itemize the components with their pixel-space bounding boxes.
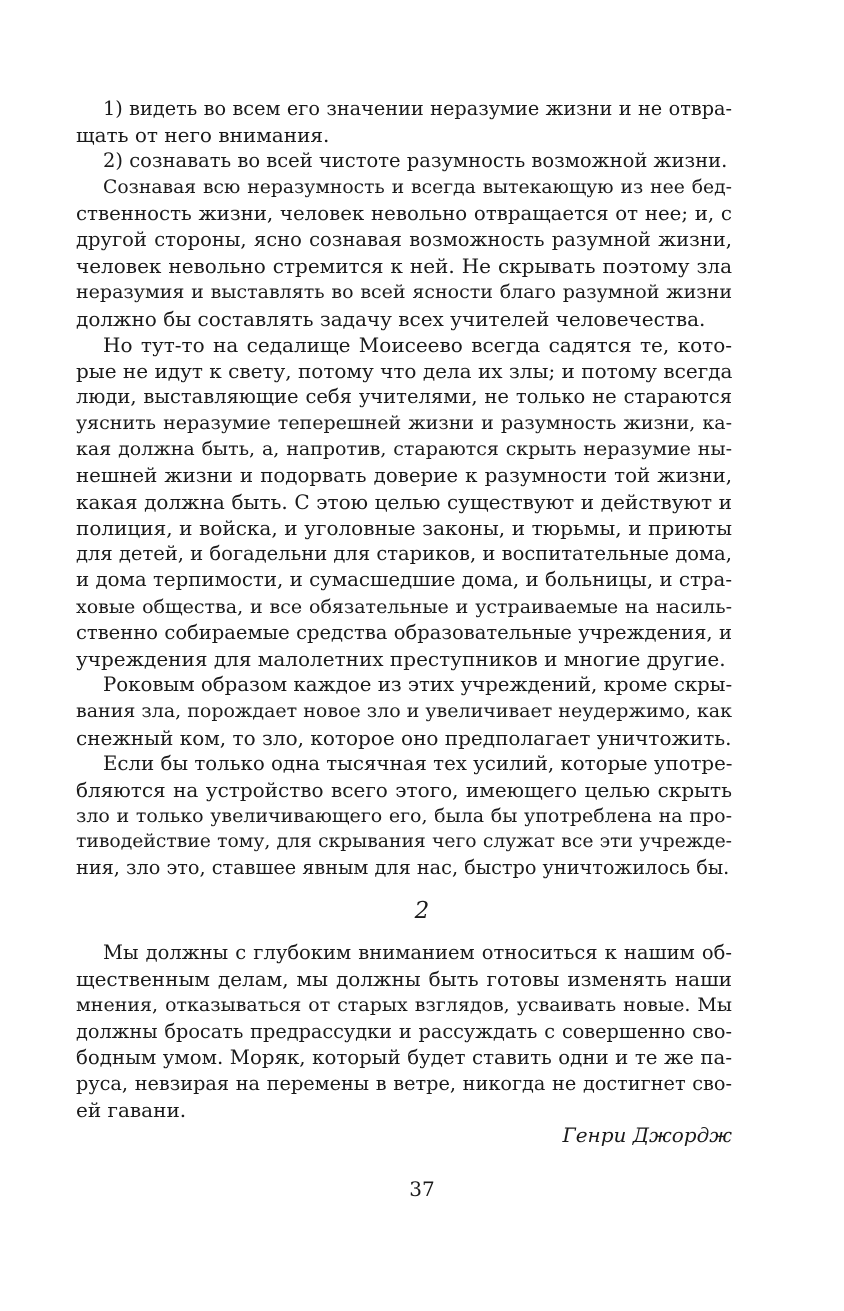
- text-line: нешней жизни и подорвать доверие к разумности той жизни,: [76, 463, 732, 487]
- text-line: должны бросать предрассудки и рассуждать с совершенно сво-: [76, 1019, 732, 1043]
- main-text: [76, 96, 732, 882]
- text-line: ственность жизни, человек невольно отвращается от нее; и, с: [76, 201, 732, 225]
- paragraph: [76, 175, 732, 332]
- text-line: ственно собираемые средства образовательные учреждения, и: [76, 620, 732, 644]
- paragraph: [76, 148, 732, 174]
- text-line: зло и только увеличивающего его, была бы употреблена на про-: [76, 805, 732, 828]
- text-line: учреждения для малолетних преступников и многие другие.: [76, 646, 726, 671]
- text-line: ховые общества, и все обязательные и устраиваемые на насиль-: [76, 595, 732, 618]
- text-line: люди, выставляющие себя учителями, не только не стараются: [76, 385, 732, 409]
- quote-paragraph: [76, 940, 732, 1123]
- text-line: снежный ком, то зло, которое оно предполагает уничтожить.: [76, 725, 732, 750]
- text-line: ей гавани.: [76, 1098, 187, 1123]
- paragraph: [76, 751, 732, 882]
- text-line: руса, невзирая на перемены в ветре, никогда не достигнет сво-: [76, 1071, 732, 1095]
- text-line: кая должна быть, а, напротив, стараются скрыть неразумие ны-: [76, 438, 732, 461]
- text-line: Сознавая всю неразумность и всегда вытекающую из нее бед-: [103, 176, 732, 198]
- text-line: неразумия и выставлять во всей ясности благо разумной жизни: [76, 281, 732, 304]
- text-line: должно бы составлять задачу всех учителей человечества.: [76, 306, 706, 331]
- text-line: уяснить неразумие теперешней жизни и разумность жизни, ка-: [76, 412, 732, 435]
- text-line: человек невольно стремится к ней. Не скрывать поэтому зла: [76, 254, 732, 279]
- text-line: Роковым образом каждое из этих учреждений, кроме скры-: [103, 673, 733, 697]
- quote-author: Генри Джордж: [562, 1123, 732, 1147]
- text-line: рые не идут к свету, потому что дела их злы; и потому всегда: [76, 358, 733, 383]
- text-line: 2) сознавать во всей чистоте разумность возможной жизни.: [103, 149, 728, 173]
- text-line: тиводействие тому, для скрывания чего служат все эти учрежде-: [76, 831, 732, 853]
- text-line: Но тут-то на седалище Моисеево всегда садятся те, кото-: [103, 332, 732, 357]
- text-line: 1) видеть во всем его значении неразумие жизни и не отвра-: [103, 97, 732, 120]
- text-line: другой стороны, ясно сознавая возможность разумной жизни,: [76, 227, 732, 251]
- paragraph: [76, 672, 732, 751]
- text-line: Мы должны с глубоким вниманием относиться к нашим об-: [103, 941, 732, 964]
- text-line: бодным умом. Моряк, который будет ставить одни и те же па-: [76, 1045, 732, 1069]
- text-line: мнения, отказываться от старых взглядов, усваивать новые. Мы: [76, 994, 732, 1017]
- text-line: щественным делам, мы должны быть готовы изменять наши: [76, 967, 732, 992]
- paragraph: [76, 96, 732, 148]
- text-line: какая должна быть. С этою целью существуют и действуют и: [76, 489, 732, 514]
- text-line: бляются на устройство всего этого, имеющего целью скрыть: [76, 777, 732, 802]
- text-line: Если бы только одна тысячная тех усилий, которые употре-: [103, 751, 733, 775]
- section-number: 2: [414, 898, 430, 924]
- text-line: вания зла, порождает новое зло и увеличивает неудержимо, как: [76, 700, 732, 723]
- paragraph: [76, 332, 732, 672]
- text-line: полиция, и войска, и уголовные законы, и тюрьмы, и приюты: [76, 516, 732, 540]
- page-number: 37: [409, 1177, 435, 1201]
- text-line: ния, зло это, ставшее явным для нас, быстро уничтожилось бы.: [76, 856, 730, 880]
- text-line: для детей, и богадельни для стариков, и воспитательные дома,: [76, 542, 733, 566]
- text-line: и дома терпимости, и сумасшедшие дома, и больницы, и стра-: [76, 568, 732, 592]
- text-line: щать от него внимания.: [76, 123, 330, 148]
